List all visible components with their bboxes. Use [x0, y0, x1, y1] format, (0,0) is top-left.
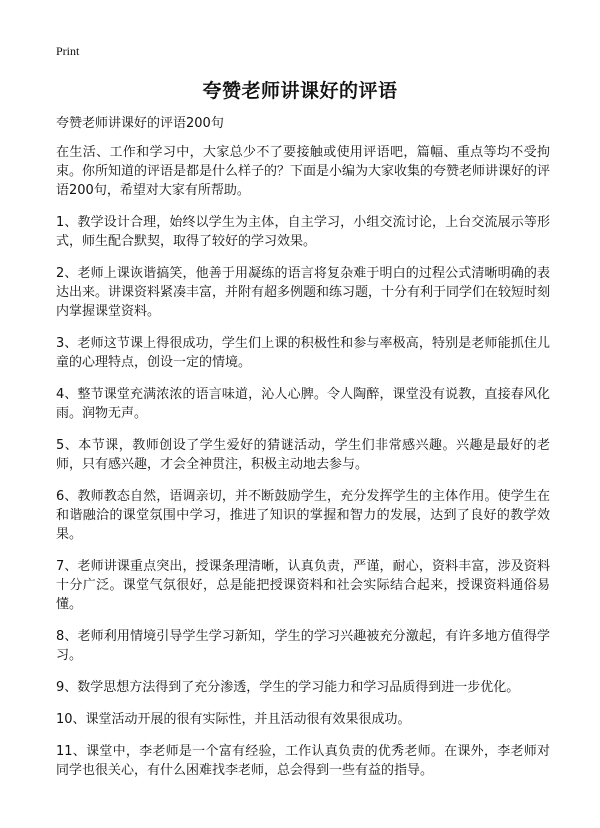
print-link[interactable]: Print: [56, 44, 80, 58]
comment-item-5: 5、本节课，教师创设了学生爱好的猜谜活动，学生们非常感兴趣。兴趣是最好的老师，只有感兴趣，才会全神贯注，积极主动地去参与。: [56, 438, 550, 472]
article-body: [56, 114, 550, 793]
comment-item-9: 9、数学思想方法得到了充分渗透，学生的学习能力和学习品质得到进一步优化。: [56, 680, 520, 695]
comment-item-10: 10、课堂活动开展的很有实际性，并且活动很有效果很成功。: [56, 712, 411, 727]
comment-item-6: 6、教师教态自然，语调亲切，并不断鼓励学生，充分发挥学生的主体作用。使学生在和谐融洽的课堂氛围中学习，推进了知识的掌握和智力的发展，达到了良好的教学效果。: [56, 489, 550, 542]
article-subtitle: 夸赞老师讲课好的评语200句: [56, 116, 224, 131]
comment-item-1: 1、教学设计合理，始终以学生为主体，自主学习，小组交流讨论，上台交流展示等形式，师生配合默契，取得了较好的学习效果。: [56, 215, 550, 249]
comment-item-4: 4、整节课堂充满浓浓的语言味道，沁人心脾。令人陶醉，课堂没有说教，直接春风化雨。润物无声。: [56, 387, 550, 421]
comment-item-3: 3、老师这节课上得很成功，学生们上课的积极性和参与率极高，特别是老师能抓住儿童的心理特点，创设一定的情境。: [56, 336, 550, 370]
comment-item-11: 11、课堂中，李老师是一个富有经验，工作认真负责的优秀老师。在课外，李老师对同学也很关心，有什么困难找李老师，总会得到一些有益的指导。: [56, 744, 550, 778]
comment-item-7: 7、老师讲课重点突出，授课条理清晰，认真负责，严谨，耐心，资料丰富，涉及资料十分广泛。课堂气氛很好，总是能把授课资料和社会实际结合起来，授课资料通俗易懂。: [56, 559, 550, 612]
comment-item-2: 2、老师上课诙谐搞笑，他善于用凝练的语言将复杂难于明白的过程公式清晰明确的表达出来。讲课资料紧凑丰富，并附有超多例题和练习题，十分有利于同学们在较短时刻内掌握课堂资料。: [56, 266, 551, 319]
comment-item-8: 8、老师利用情境引导学生学习新知，学生的学习兴趣被充分激起，有许多地方值得学习。: [56, 629, 550, 663]
page-title: 夸赞老师讲课好的评语: [202, 80, 398, 102]
intro-paragraph: 在生活、工作和学习中，大家总少不了要接触或使用评语吧，篇幅、重点等均不受拘束。你所知道的评语是都是什么样子的？下面是小编为大家收集的夸赞老师讲课好的评语200句，希望对大家有所帮助。: [56, 145, 551, 198]
